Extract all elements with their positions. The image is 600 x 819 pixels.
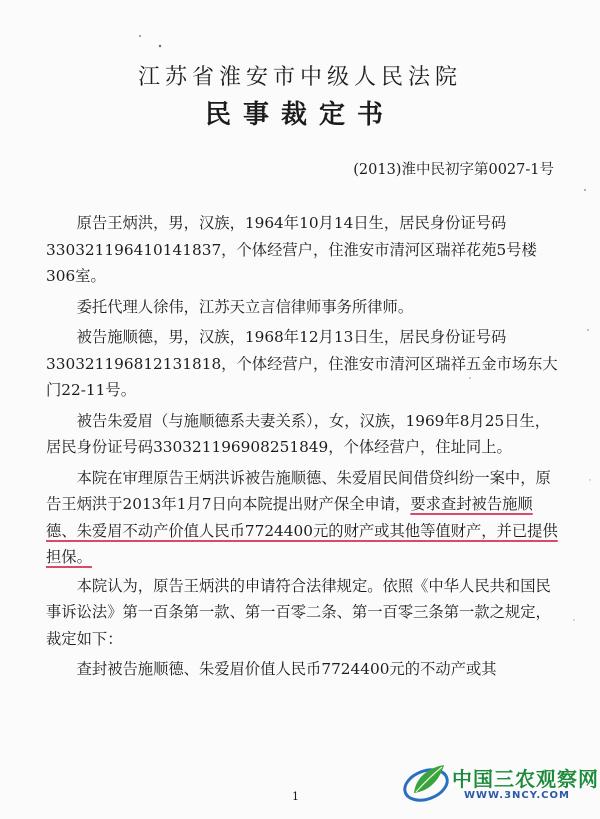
court-opinion: 本院认为，原告王炳洪的申请符合法律规定。依照《中华人民共和国民事诉讼法》第一百条第一款、第一百零二条、第一百零三条第一款之规定，裁定如下： <box>46 576 551 648</box>
plaintiff-info: 原告王炳洪，男，汉族，1964年10月14日生，居民身份证号码330321196410141837，个体经营户，住淮安市清河区瑞祥花苑5号楼306室。 <box>46 214 537 285</box>
watermark-site-name: 中国三农观察网 <box>452 767 599 791</box>
court-name: 江苏省淮安市中级人民法院 <box>137 65 462 90</box>
application-paragraph <box>46 465 561 571</box>
underlined-request: 要求查封被告施顺德、朱爱眉不动产价值人民币7724400元的财产或其他等值财产，并已提供担保。 <box>46 495 558 566</box>
defendant-2-info: 被告朱爱眉（与施顺德系夫妻关系），女，汉族，1969年8月25日生，居民身份证号码330321196908251849，个体经营户，住址同上。 <box>46 411 551 456</box>
agent-info: 委托代理人徐伟，江苏天立言信律师事务所律师。 <box>76 297 414 316</box>
ruling-text: 查封被告施顺德、朱爱眉价值人民币7724400元的不动产或其 <box>76 660 497 678</box>
ruling-body <box>46 210 561 687</box>
defendant-1-info: 被告施顺德，男，汉族，1968年12月13日生，居民身份证号码330321196812131818，个体经营户，住淮安市清河区瑞祥五金市场东大门22-11号。 <box>46 328 558 399</box>
leaf-logo-icon <box>400 759 452 809</box>
case-number: (2013)淮中民初字第0027-1号 <box>353 162 554 178</box>
watermark-url: WWW.3NCY.COM <box>464 790 570 801</box>
application-text: 本院在审理原告王炳洪诉被告施顺德、朱爱眉民间借贷纠纷一案中，原告王炳洪于2013年1月7日向本院提出财产保全申请， <box>46 468 551 513</box>
site-watermark <box>400 757 599 812</box>
document-title: 民事裁定书 <box>204 100 395 130</box>
page-number: 1 <box>292 790 299 803</box>
